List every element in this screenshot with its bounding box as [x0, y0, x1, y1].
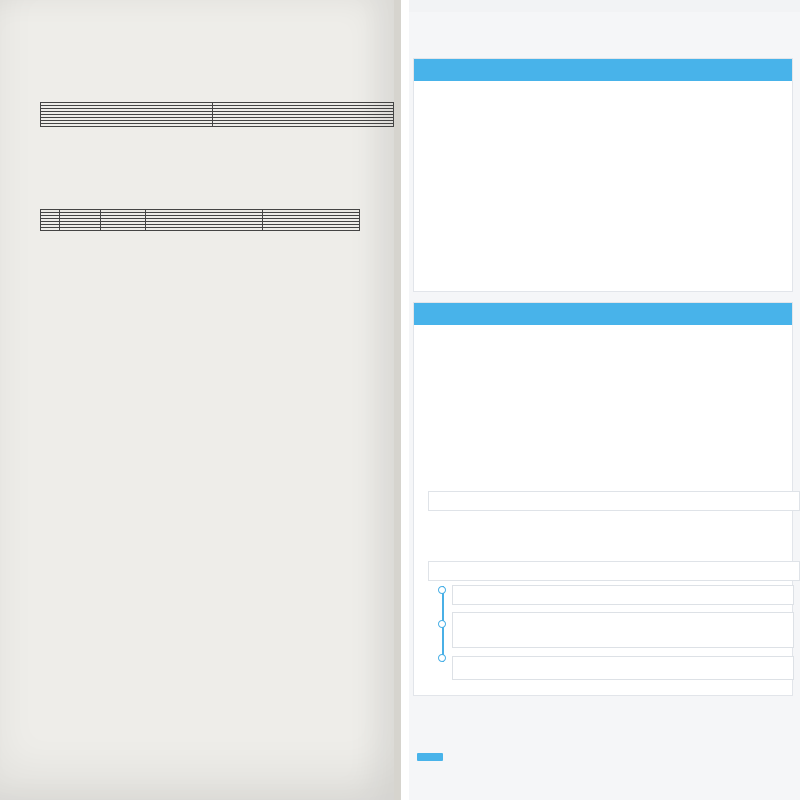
company-info-table	[40, 102, 394, 127]
procurement-screen-photo	[409, 0, 800, 800]
timeline-dot	[438, 586, 446, 594]
realisasi-panel[interactable]	[428, 491, 800, 511]
card-header-pemilihan	[414, 303, 792, 325]
info-row	[41, 124, 394, 127]
table-cell	[263, 228, 360, 231]
table-cell	[41, 228, 60, 231]
table-cell	[101, 228, 146, 231]
paket-perencanaan-card	[413, 58, 793, 292]
card-header-perencanaan	[414, 59, 792, 81]
jadwal-panel[interactable]	[428, 561, 800, 581]
timeline-dot	[438, 620, 446, 628]
info-value	[212, 124, 393, 127]
timeline-dot	[438, 654, 446, 662]
ubah-status-button[interactable]	[417, 753, 443, 761]
akte-table	[40, 209, 360, 231]
paper-sheet	[0, 0, 394, 800]
table-cell	[60, 228, 101, 231]
photo-divider	[401, 0, 409, 800]
table-cell	[146, 228, 263, 231]
timeline-item-serah-terima[interactable]	[452, 656, 794, 680]
info-key	[41, 124, 213, 127]
table-row	[41, 228, 360, 231]
timeline-item-pengumuman[interactable]	[452, 585, 794, 605]
timeline-item-kontrak[interactable]	[452, 612, 794, 648]
